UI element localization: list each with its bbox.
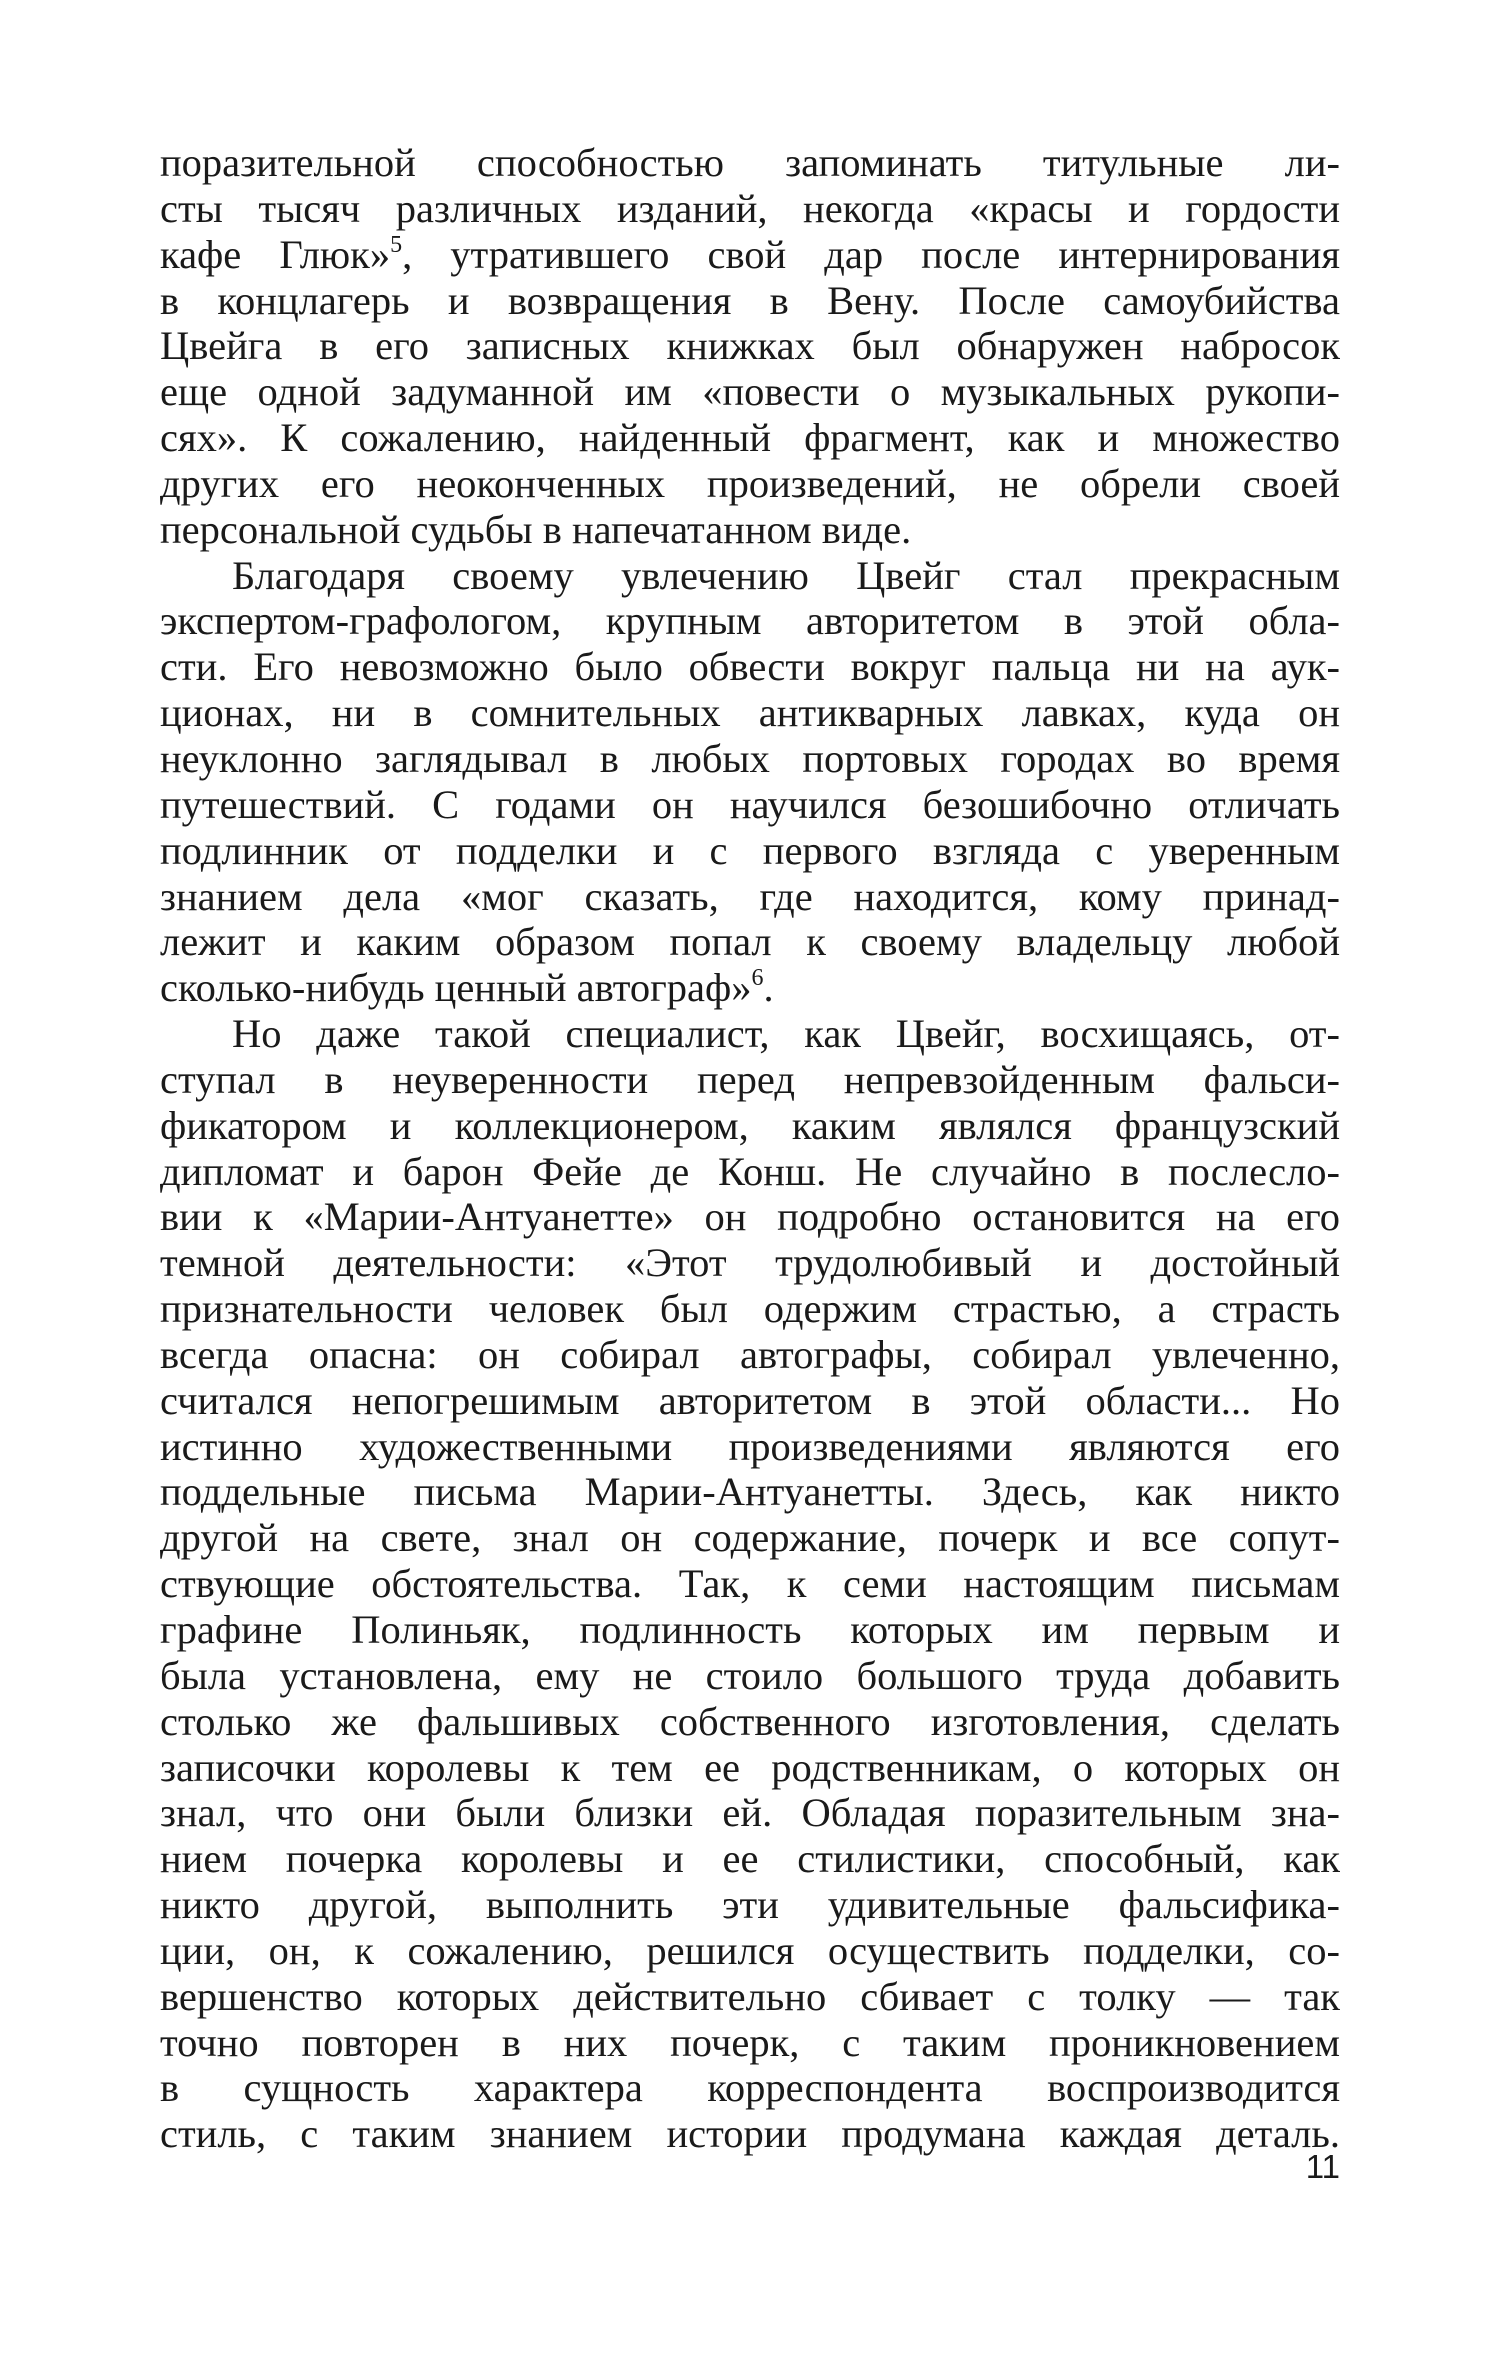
paragraph xyxy=(160,1011,1340,2157)
line-text-continued: , утратившего свой дар после интернирования xyxy=(402,231,1340,277)
paragraph xyxy=(160,553,1340,1011)
line-text: поразительной способностью запоминать титульные ли- xyxy=(160,140,1340,185)
line-text: сты тысяч различных изданий, некогда «красы и гордости xyxy=(160,185,1340,231)
text-line xyxy=(160,1653,1340,1699)
line-text: графине Полиньяк, подлинность которых им первым и xyxy=(160,1607,1340,1652)
page-body xyxy=(160,140,1340,2157)
text-line xyxy=(160,1974,1340,2020)
line-text: вершенство которых действительно сбивает с толку — так xyxy=(160,1973,1340,2019)
text-line xyxy=(160,874,1340,920)
text-line xyxy=(160,1882,1340,1928)
text-line xyxy=(160,2020,1340,2066)
line-text: сти. Его невозможно было обвести вокруг пальца ни на аук- xyxy=(160,644,1340,690)
text-line xyxy=(160,644,1340,690)
line-text: дипломат и барон Фейе де Конш. Не случайно в послесло- xyxy=(160,1148,1340,1194)
line-text: фикатором и коллекционером, каким являлся французский xyxy=(160,1102,1340,1148)
line-text: точно повторен в них почерк, с таким проникновением xyxy=(160,2019,1340,2065)
line-text: поддельные письма Марии-Антуанетты. Здесь, как никто xyxy=(160,1469,1340,1515)
line-text: стиль, с таким знанием истории продумана каждая деталь. xyxy=(160,2111,1340,2157)
text-line xyxy=(160,828,1340,874)
text-line xyxy=(160,736,1340,782)
line-text-continued: . xyxy=(763,965,774,1011)
text-line xyxy=(160,1240,1340,1286)
text-line xyxy=(160,690,1340,736)
line-text: неуклонно заглядывал в любых портовых городах во время xyxy=(160,735,1340,781)
text-line xyxy=(160,1699,1340,1745)
text-line xyxy=(160,1194,1340,1240)
line-text: в концлагерь и возвращения в Вену. После самоубийства xyxy=(160,277,1340,323)
line-text: подлинник от подделки и с первого взгляда с уверенным xyxy=(160,827,1340,873)
text-line xyxy=(160,2111,1340,2157)
line-text: сколько-нибудь ценный автограф» xyxy=(160,965,752,1011)
line-text: Благодаря своему увлечению Цвейг стал прекрасным xyxy=(232,552,1340,598)
text-line xyxy=(160,1286,1340,1332)
text-line xyxy=(160,1561,1340,1607)
text-line xyxy=(160,553,1340,599)
text-line xyxy=(160,1745,1340,1791)
text-line xyxy=(160,186,1340,232)
line-text: персональной судьбы в напечатанном виде. xyxy=(160,506,912,552)
text-line xyxy=(160,507,1340,553)
text-line xyxy=(160,598,1340,644)
text-line xyxy=(160,232,1340,278)
text-line xyxy=(160,1790,1340,1836)
line-text: знал, что они были близки ей. Обладая поразительным зна- xyxy=(160,1790,1340,1836)
text-line xyxy=(160,140,1340,186)
line-text: темной деятельности: «Этот трудолюбивый и достойный xyxy=(160,1240,1340,1286)
footnote-marker: 6 xyxy=(751,965,764,992)
line-text: записочки королевы к тем ее родственникам, о которых он xyxy=(160,1744,1340,1790)
line-text: вии к «Марии-Антуанетте» он подробно остановится на его xyxy=(160,1194,1340,1240)
text-line xyxy=(160,1103,1340,1149)
text-line xyxy=(160,782,1340,828)
text-line xyxy=(160,1149,1340,1195)
line-text: в сущность характера корреспондента воспроизводится xyxy=(160,2065,1340,2111)
line-text: еще одной задуманной им «повести о музыкальных рукопи- xyxy=(160,369,1340,415)
text-line xyxy=(160,278,1340,324)
line-text: лежит и каким образом попал к своему владельцу любой xyxy=(160,919,1340,965)
page-number: 11 xyxy=(1305,2148,1340,2185)
text-line xyxy=(160,1928,1340,1974)
line-text: ции, он, к сожалению, решился осуществить подделки, со- xyxy=(160,1927,1340,1973)
line-text: ступал в неуверенности перед непревзойденным фальси- xyxy=(160,1056,1340,1102)
line-text: признательности человек был одержим страстью, а страсть xyxy=(160,1286,1340,1332)
line-text: экспертом-графологом, крупным авторитетом в этой обла- xyxy=(160,598,1340,644)
text-line xyxy=(160,369,1340,415)
line-text: другой на свете, знал он содержание, почерк и все сопут- xyxy=(160,1515,1340,1561)
text-line xyxy=(160,965,1340,1011)
line-text: была установлена, ему не стоило большого труда добавить xyxy=(160,1652,1340,1698)
paragraph xyxy=(160,140,1340,553)
text-line xyxy=(160,1378,1340,1424)
line-text: истинно художественными произведениями являются его xyxy=(160,1423,1340,1469)
text-line xyxy=(160,1836,1340,1882)
text-line xyxy=(160,1424,1340,1470)
line-text: ствующие обстоятельства. Так, к семи настоящим письмам xyxy=(160,1561,1340,1607)
text-line xyxy=(160,1011,1340,1057)
text-line xyxy=(160,461,1340,507)
text-line xyxy=(160,1515,1340,1561)
text-line xyxy=(160,2065,1340,2111)
line-text: считался непогрешимым авторитетом в этой области... Но xyxy=(160,1377,1340,1423)
text-line xyxy=(160,323,1340,369)
line-text: путешествий. С годами он научился безошибочно отличать xyxy=(160,781,1340,827)
footnote-marker: 5 xyxy=(390,231,403,258)
line-text: Цвейга в его записных книжках был обнаружен набросок xyxy=(160,323,1340,369)
text-line xyxy=(160,1469,1340,1515)
text-line xyxy=(160,919,1340,965)
line-text: никто другой, выполнить эти удивительные фальсифика- xyxy=(160,1882,1340,1928)
line-text: кафе Глюк» xyxy=(160,231,391,277)
line-text: ционах, ни в сомнительных антикварных лавках, куда он xyxy=(160,690,1340,736)
line-text: знанием дела «мог сказать, где находится, кому принад- xyxy=(160,873,1340,919)
line-text: Но даже такой специалист, как Цвейг, восхищаясь, от- xyxy=(232,1011,1340,1057)
text-line xyxy=(160,1332,1340,1378)
line-text: других его неоконченных произведений, не обрели своей xyxy=(160,460,1340,506)
text-line xyxy=(160,415,1340,461)
text-line xyxy=(160,1057,1340,1103)
text-line xyxy=(160,1607,1340,1653)
line-text: нием почерка королевы и ее стилистики, способный, как xyxy=(160,1836,1340,1882)
line-text: всегда опасна: он собирал автографы, собирал увлеченно, xyxy=(160,1331,1340,1377)
line-text: столько же фальшивых собственного изготовления, сделать xyxy=(160,1698,1340,1744)
line-text: сях». К сожалению, найденный фрагмент, как и множество xyxy=(160,415,1340,461)
